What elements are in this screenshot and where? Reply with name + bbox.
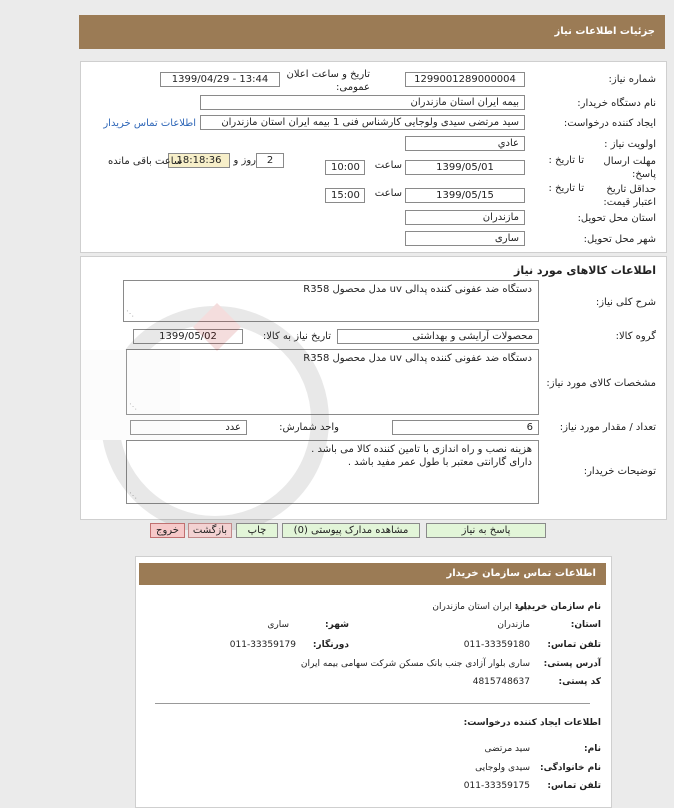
unit-field: عدد <box>130 420 247 435</box>
contact-address-value: ساری بلوار آزادی جنب بانک مسکن شرکت سهامی بیمه ایران <box>300 659 530 669</box>
resize-grip-icon[interactable]: ⋰ <box>126 309 134 318</box>
priority-label: اولویت نیاز : <box>604 139 656 150</box>
contact-title: اطلاعات تماس سازمان خریدار <box>446 568 596 579</box>
contact-address-label: آدرس پستی: <box>543 659 601 669</box>
header-panel <box>79 15 665 55</box>
qty-label: تعداد / مقدار مورد نیاز: <box>559 422 656 433</box>
days-field: 2 <box>256 153 284 168</box>
validity-time-label: ساعت <box>374 188 402 199</box>
announce-datetime-field: 1399/04/29 - 13:44 <box>160 72 280 87</box>
deadline-time-label: ساعت <box>374 160 402 171</box>
requester-field: سید مرتضی سیدی ولوجایی کارشناس فنی 1 بیمه ایران استان مازندران <box>200 115 525 130</box>
buyer-org-field: بیمه ایران استان مازندران <box>200 95 525 110</box>
print-button[interactable]: چاپ <box>236 523 278 538</box>
page-title: جزئیات اطلاعات نیاز <box>554 26 655 37</box>
goods-group-label: گروه کالا: <box>615 331 656 342</box>
contact-phone-label: تلفن تماس: <box>547 640 601 650</box>
need-date-label: تاریخ نیاز به کالا: <box>262 331 331 342</box>
contact-fax-value: 011-33359179 <box>229 640 296 650</box>
view-attachments-button[interactable]: مشاهده مدارک پیوستی (0) <box>282 523 420 538</box>
city-label: شهر محل تحویل: <box>583 234 656 245</box>
contact-phone-value: 011-33359180 <box>463 640 530 650</box>
contact-title-bar <box>139 563 606 585</box>
province-label: استان محل تحویل: <box>577 213 656 224</box>
buyer-org-label: نام دستگاه خریدار: <box>577 98 656 109</box>
creator-phone-label: تلفن تماس: <box>547 781 601 791</box>
unit-label: واحد شمارش: <box>279 422 339 433</box>
page-title-bar <box>79 15 665 49</box>
need-number-field: 1299001289000004 <box>405 72 525 87</box>
contact-org-label: نام سازمان خریدار: <box>514 602 601 612</box>
need-number-label: شماره نیاز: <box>608 74 656 85</box>
specs-label: مشخصات کالای مورد نیاز: <box>546 378 656 389</box>
contact-city-label: شهر: <box>325 620 349 630</box>
resize-grip-icon[interactable]: ⋰ <box>129 402 137 411</box>
remaining-label: ساعت باقی مانده <box>108 156 183 167</box>
priority-field: عادي <box>405 136 525 151</box>
buyer-contact-link[interactable]: اطلاعات تماس خریدار <box>103 118 196 129</box>
validity-time-field: 15:00 <box>325 188 365 203</box>
contact-province-label: استان: <box>570 620 601 630</box>
deadline-date-field: 1399/05/01 <box>405 160 525 175</box>
creator-first-name-value: سید مرتضی <box>484 744 530 754</box>
contact-city-value: ساری <box>267 620 289 630</box>
requester-label: ایجاد کننده درخواست: <box>563 118 656 129</box>
creator-last-name-label: نام خانوادگی: <box>539 763 601 773</box>
buyer-notes-field: هزینه نصب و راه اندازی با تامین کننده کالا می باشد . دارای گارانتی معتبر با طول عمر مفید باشد . ⋰ <box>126 440 539 504</box>
city-field: ساری <box>405 231 525 246</box>
contact-divider <box>155 703 590 704</box>
goods-group-field: محصولات آرایشی و بهداشتی <box>337 329 539 344</box>
countdown-field: 18:18:36 <box>168 153 230 168</box>
deadline-time-field: 10:00 <box>325 160 365 175</box>
creator-title: اطلاعات ایجاد کننده درخواست: <box>463 718 601 728</box>
contact-fax-label: دورنگار: <box>312 640 349 650</box>
days-label: روز و <box>233 155 256 166</box>
buyer-notes-label: توضیحات خریدار: <box>583 466 656 477</box>
contact-postal-value: 4815748637 <box>472 677 530 687</box>
contact-postal-label: کد پستی: <box>558 677 601 687</box>
specs-field: دستگاه ضد عفونی کننده پدالی uv مدل محصول R358 ⋰ <box>126 349 539 415</box>
need-date-field: 1399/05/02 <box>133 329 243 344</box>
validity-label: حداقل تاریخ اعتبار قیمت: <box>603 184 656 208</box>
creator-last-name-value: سیدی ولوجایی <box>475 763 530 773</box>
province-field: مازندران <box>405 210 525 225</box>
announce-datetime-label: تاریخ و ساعت اعلان عمومی: <box>286 69 370 93</box>
reply-button[interactable]: پاسخ به نیاز <box>426 523 546 538</box>
exit-button[interactable]: خروج <box>150 523 185 538</box>
general-desc-label: شرح کلی نیاز: <box>595 297 656 308</box>
contact-org-value: بیمه ایران استان مازندران <box>432 602 530 612</box>
resize-grip-icon[interactable]: ⋰ <box>129 491 137 500</box>
creator-phone-value: 011-33359175 <box>463 781 530 791</box>
goods-section-title: اطلاعات کالاهای مورد نیاز <box>514 264 656 277</box>
contact-province-value: مازندران <box>497 620 530 630</box>
deadline-label: مهلت ارسال پاسخ: <box>603 156 656 180</box>
creator-first-name-label: نام: <box>584 744 601 754</box>
validity-to-date-label: تا تاریخ : <box>548 183 584 194</box>
validity-date-field: 1399/05/15 <box>405 188 525 203</box>
deadline-to-date-label: تا تاریخ : <box>548 155 584 166</box>
general-desc-field: دستگاه ضد عفونی کننده پدالی uv مدل محصول R358 ⋰ <box>123 280 539 322</box>
back-button[interactable]: بازگشت <box>188 523 232 538</box>
qty-field: 6 <box>392 420 539 435</box>
